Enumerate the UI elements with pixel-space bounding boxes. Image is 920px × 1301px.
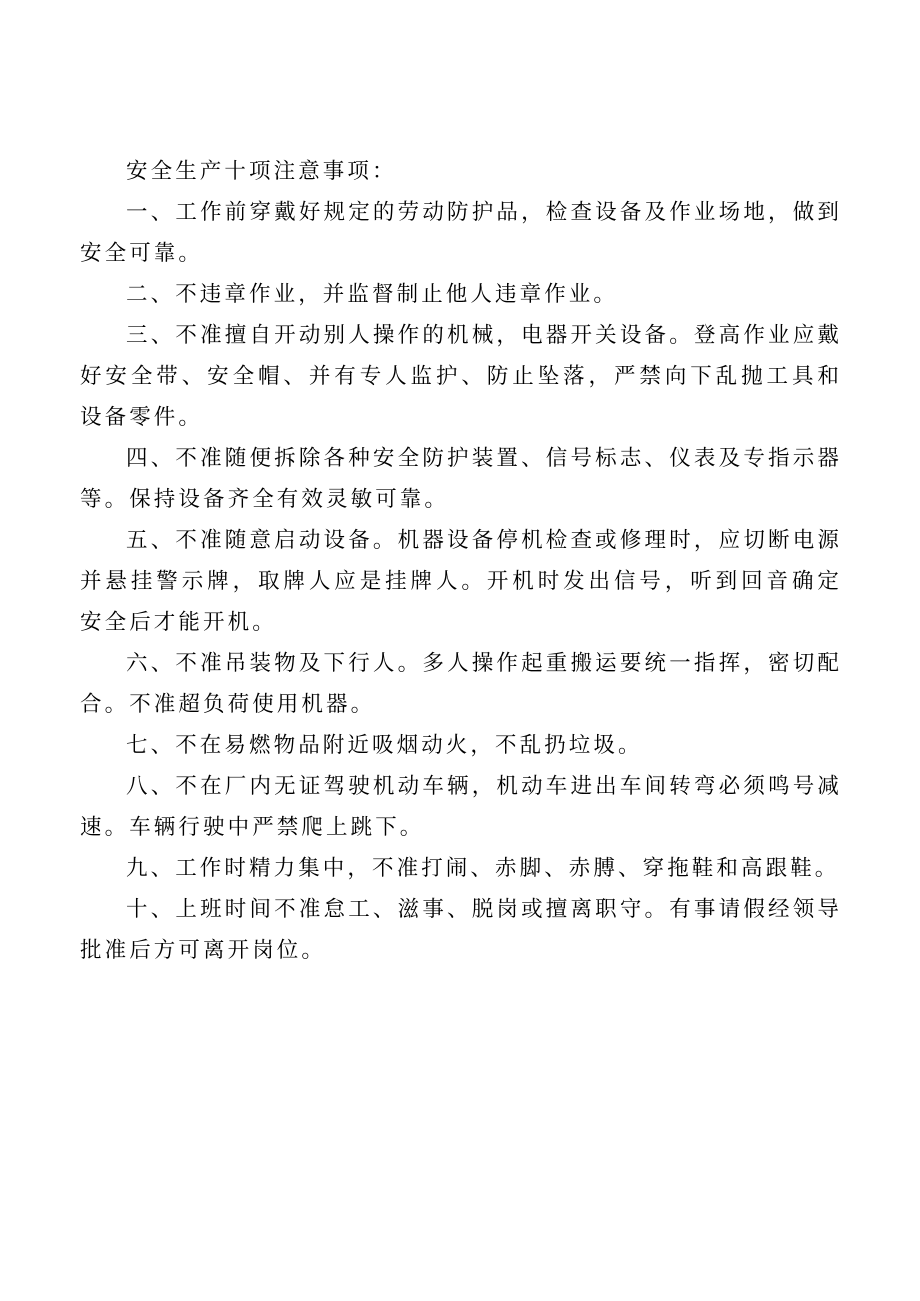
rule-item-5: 五、不准随意启动设备。机器设备停机检查或修理时，应切断电源并悬挂警示牌，取牌人应是挂牌人。开机时发出信号，听到回音确定安全后才能开机。 [80,528,842,635]
rule-item-8: 八、不在厂内无证驾驶机动车辆，机动车进出车间转弯必须鸣号减速。车辆行驶中严禁爬上跳下。 [80,774,842,840]
rule-item-1: 一、工作前穿戴好规定的劳动防护品，检查设备及作业场地，做到安全可靠。 [80,200,842,266]
document-title: 安全生产十项注意事项： [126,159,397,184]
rule-item-2: 二、不违章作业，并监督制止他人违章作业。 [126,282,619,307]
rule-item-10: 十、上班时间不准怠工、滋事、脱岗或擅离职守。有事请假经领导批准后方可离开岗位。 [80,897,842,963]
document-body [80,151,842,971]
rule-item-9: 九、工作时精力集中，不准打闹、赤脚、赤膊、穿拖鞋和高跟鞋。 [126,856,840,881]
rule-item-7: 七、不在易燃物品附近吸烟动火，不乱扔垃圾。 [126,733,643,758]
rule-item-4: 四、不准随便拆除各种安全防护装置、信号标志、仪表及专指示器等。保持设备齐全有效灵敏可靠。 [80,446,842,512]
rule-item-3: 三、不准擅自开动别人操作的机械，电器开关设备。登高作业应戴好安全带、安全帽、并有专人监护、防止坠落，严禁向下乱抛工具和设备零件。 [80,323,842,430]
rule-item-6: 六、不准吊装物及下行人。多人操作起重搬运要统一指挥，密切配合。不准超负荷使用机器。 [80,651,842,717]
